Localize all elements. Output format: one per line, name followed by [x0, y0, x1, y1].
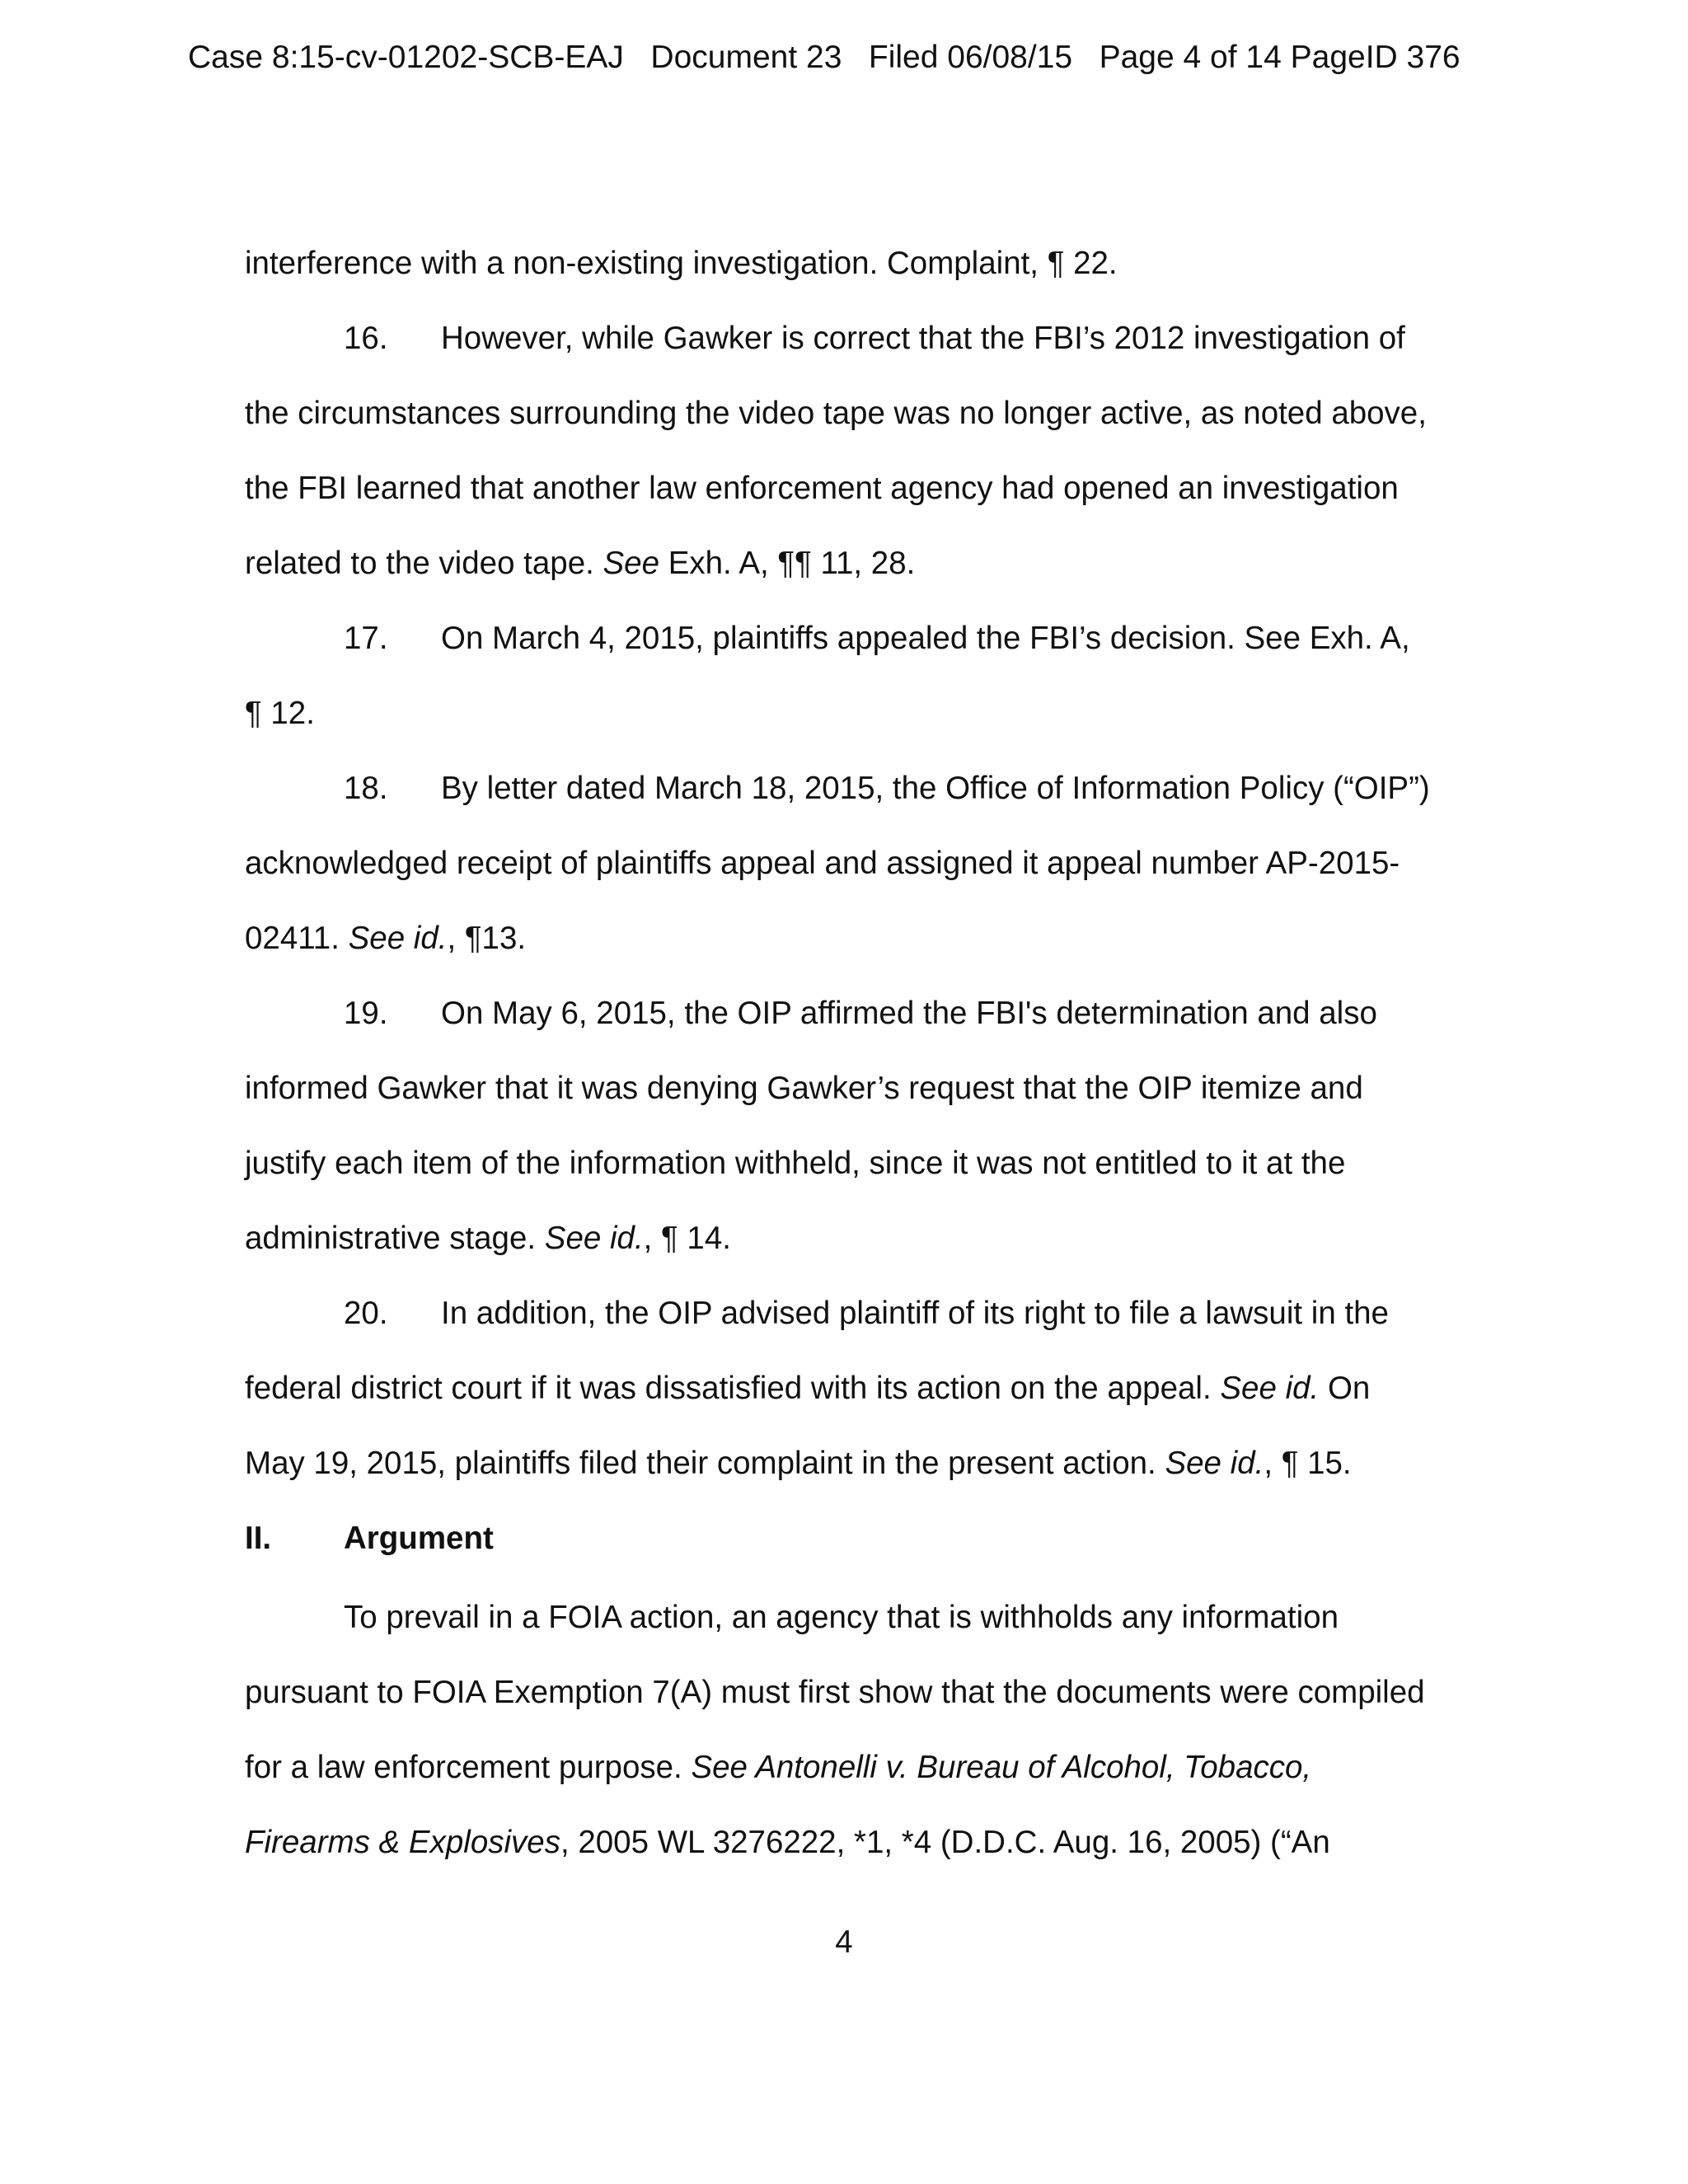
- body-line: Firearms & Explosives, 2005 WL 3276222, *1, *4 (D.D.C. Aug. 16, 2005) (“An: [245, 1825, 1330, 1860]
- body-line: the FBI learned that another law enforcement agency had opened an investigation: [245, 471, 1399, 506]
- body-line: the circumstances surrounding the video tape was no longer active, as noted above,: [245, 396, 1427, 431]
- case-citation: See Antonelli v. Bureau of Alcohol, Tobacco,: [691, 1750, 1312, 1785]
- body-line: administrative stage. See id., ¶ 14.: [245, 1221, 731, 1256]
- citation-signal: See id.: [1220, 1371, 1320, 1406]
- citation-signal: See: [603, 546, 660, 581]
- body-line: May 19, 2015, plaintiffs filed their complaint in the present action. See id., ¶ 15.: [245, 1446, 1352, 1481]
- case-citation: Firearms & Explosives: [245, 1825, 560, 1860]
- body-line: acknowledged receipt of plaintiffs appeal and assigned it appeal number AP-2015-: [245, 846, 1400, 881]
- body-line: ¶ 12.: [245, 696, 315, 731]
- paragraph-20-line: 20. In addition, the OIP advised plaintiff of its right to file a lawsuit in the: [344, 1293, 1389, 1334]
- body-line: 02411. See id., ¶13.: [245, 921, 527, 956]
- paragraph-19-line: 19. On May 6, 2015, the OIP affirmed the FBI's determination and also: [344, 993, 1377, 1034]
- filed-date: Filed 06/08/15: [868, 40, 1073, 75]
- citation-signal: See id.: [1165, 1446, 1264, 1481]
- body-line: interference with a non-existing investigation. Complaint, ¶ 22.: [245, 246, 1118, 281]
- paragraph-number: 19.: [344, 996, 388, 1031]
- body-line: related to the video tape. See Exh. A, ¶¶ 11, 28.: [245, 546, 916, 581]
- case-header: [188, 35, 1461, 81]
- citation-signal: See id.: [544, 1221, 644, 1256]
- paragraph-number: 20.: [344, 1296, 388, 1331]
- body-line: for a law enforcement purpose. See Antonelli v. Bureau of Alcohol, Tobacco,: [245, 1750, 1312, 1785]
- case-number: Case 8:15-cv-01202-SCB-EAJ: [188, 40, 624, 75]
- paragraph-number: 18.: [344, 771, 388, 806]
- paragraph-number: 17.: [344, 621, 388, 656]
- argument-line: To prevail in a FOIA action, an agency that is withholds any information: [344, 1600, 1339, 1635]
- body-line: informed Gawker that it was denying Gawker’s request that the OIP itemize and: [245, 1071, 1363, 1106]
- section-number: II.: [245, 1521, 272, 1556]
- citation-signal: See id.: [348, 921, 448, 956]
- paragraph-number: 16.: [344, 321, 388, 356]
- page-id: Page 4 of 14 PageID 376: [1099, 40, 1461, 75]
- page-number: 4: [835, 1924, 853, 1960]
- body-line: federal district court if it was dissatisfied with its action on the appeal. See id. On: [245, 1371, 1371, 1406]
- paragraph-17-line: 17. On March 4, 2015, plaintiffs appealed the FBI’s decision. See Exh. A,: [344, 618, 1410, 659]
- paragraph-18-line: 18. By letter dated March 18, 2015, the Office of Information Policy (“OIP”): [344, 768, 1430, 809]
- body-line: justify each item of the information withheld, since it was not entitled to it at the: [245, 1146, 1346, 1181]
- section-heading: Argument: [344, 1521, 494, 1556]
- paragraph-16-line: 16. However, while Gawker is correct that the FBI’s 2012 investigation of: [344, 318, 1405, 359]
- body-line: pursuant to FOIA Exemption 7(A) must first show that the documents were compiled: [245, 1675, 1425, 1710]
- document-number: Document 23: [650, 40, 842, 75]
